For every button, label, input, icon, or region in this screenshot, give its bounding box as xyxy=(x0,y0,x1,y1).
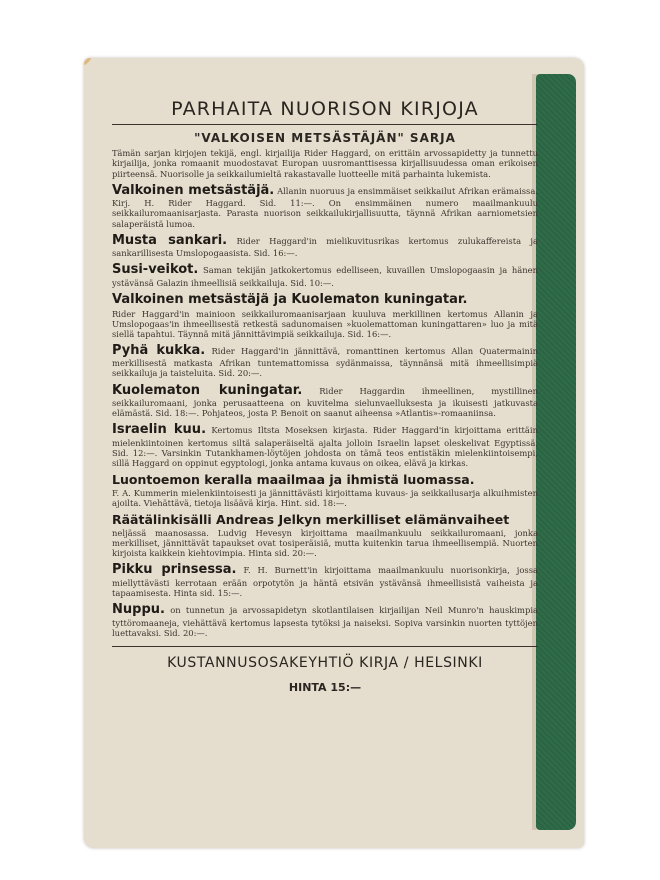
green-cloth-spine xyxy=(536,74,576,830)
book-entry xyxy=(112,343,538,379)
book-description: neljässä maanosassa. Ludvig Hevesyn kirjoittama maailmankuulu seikkailuromaani, jonka merkilliset, jännittävät tapaukset ovat tosiperäisiä, mutta kuitenkin tarua ihmeellisempiä. Nuorten kirjoista kaikkein kiehtovimpia. Hinta sid. 20:—. xyxy=(112,528,538,559)
book-entry xyxy=(112,602,538,638)
book-description: F. A. Kummerin mielenkiintoisesti ja jännittävästi kirjoittama kuvaus- ja seikkailusarja alkuihmisten ajoilta. Viehättävä, tietoja lisäävä kirja. Hint. sid. 18:—. xyxy=(112,488,538,509)
book-title: Valkoinen metsästäjä. xyxy=(112,182,275,198)
series-intro: Tämän sarjan kirjojen tekijä, engl. kirjailija Rider Haggard, on erittäin arvossapidetty ja tunnettu kirjailija, jonka romaanit muodostavat Europan uusromanttisessa kirjallisuudessa oman erikoisen piirteensä. Nuorisolle ja seikkailumieltä rakastavalle luotteelle mitä parhainta lukemista. xyxy=(112,148,538,179)
header xyxy=(112,98,538,125)
worn-corner xyxy=(84,58,118,92)
price-label: HINTA 15:— xyxy=(288,680,362,694)
book-title: Kuolematon kuningatar. xyxy=(112,382,303,398)
main-title: PARHAITA NUORISON KIRJOJA xyxy=(171,98,479,120)
book-title: Nuppu. xyxy=(112,602,165,618)
book-description: Saman tekijän jatkokertomus edelliseen, kuvaillen Umslopogaasin ja hänen ystävänsä Galazin ihmeellisiä seikkailuja. Sid. 10:—. xyxy=(112,265,538,288)
book-description: F. H. Burnett'in kirjoittama maailmankuulu nuorisonkirja, jossa miellyttävästi kerrotaan erään orpotytön ja häntä etsivän ystävänsä ihmeellisistä vaiheista ja tapaamisesta. Hinta sid. 15:—. xyxy=(112,565,538,599)
book-title: Luontoemon keralla maailmaa ja ihmistä luomassa. xyxy=(112,472,475,488)
book-entry xyxy=(112,233,538,259)
book-title: Räätälinkisälli Andreas Jelkyn merkilliset elämänvaiheet xyxy=(112,512,510,528)
book-entry xyxy=(112,183,538,229)
book-entry xyxy=(112,262,538,288)
book-title: Susi-veikot. xyxy=(112,262,199,278)
series-title: "VALKOISEN METSÄSTÄJÄN" SARJA xyxy=(194,131,456,145)
book-description: Rider Haggardin ihmeellinen, mystillinen seikkailuromaani, jonka perusaatteena on kuvitelma sielunvaelluksesta ja ikuisesti jatkuvasta elämästä. Sid. 18:—. Pohjateos, josta P. Benoit on saanut aiheensa »Atlantis»-romaaniinsa. xyxy=(112,385,538,419)
book-back-cover xyxy=(84,58,584,848)
book-entry xyxy=(112,292,538,339)
book-entry xyxy=(112,422,538,468)
book-title: Pikku prinsessa. xyxy=(112,562,237,578)
book-title: Israelin kuu. xyxy=(112,422,207,438)
book-title: Valkoinen metsästäjä ja Kuolematon kuningatar. xyxy=(112,291,468,307)
book-entry xyxy=(112,472,538,508)
book-entry xyxy=(112,562,538,598)
book-title: Musta sankari. xyxy=(112,232,228,248)
book-description: Rider Haggard'in jännittävä, romanttinen kertomus Allan Quatermainin merkillisestä matkasta Afrikan tuntemattomissa sydänmaissa, täynnänsä mitä ihmeellisimpiä seikkailuja ja taisteluita. Sid. 20:—. xyxy=(112,345,538,379)
book-list xyxy=(112,183,538,638)
book-description: Rider Haggard'in mainioon seikkailuromaanisarjaan kuuluva merkillinen kertomus Allanin ja Umslopogaas'in ihmeellisestä retkestä sadunomaisen »kuolemattoman kuningattaren» luo ja mitä siellä tapahtui. Täynnä mitä jännittävimpiä seikkailuja. Sid. 16:—. xyxy=(112,308,538,339)
book-description: Rider Haggard'in mielikuvitusrikas kertomus zulukaffereista ja sankarillisesta Umslopogaasista. Sid. 16:—. xyxy=(112,235,538,259)
book-title: Pyhä kukka. xyxy=(112,342,206,358)
publisher-line: KUSTANNUSOSAKEYHTIÖ KIRJA / HELSINKI xyxy=(167,654,483,671)
book-description: on tunnetun ja arvossapidetyn skotlantilaisen kirjailijan Neil Munro'n hauskimpia tyttöromaaneja, viehättävä kertomus lapsesta tytöksi ja naiseksi. Sopiva varsinkin nuorten tyttöjen luettavaksi. Sid. 20:—. xyxy=(112,605,538,638)
divider xyxy=(112,646,538,647)
book-entry xyxy=(112,512,538,558)
cover-text-area xyxy=(112,88,538,694)
book-description: Allanin nuoruus ja ensimmäiset seikkailut Afrikan erämaissa. Kirj. H. Rider Haggard. Sid. 11:—. On ensimmäinen numero maailmankuulu seikkailuromaanisarjasta. Parasta nuorison seikkailukirjallisuutta, täynnä Afrikan aarniometsien salaperäistä lumoa. xyxy=(112,185,538,229)
book-description: Kertomus Iltsta Moseksen kirjasta. Rider Haggard'in kirjoittama erittäin mielenkiintoinen kertomus siltä salaperäiseltä ajalta jolloin Israelin lapset oleskelivat Egyptissä. Sid. 12:—. Varsinkin Tutankhamen-löytöjen johdosta on tämä teos entistäkin mielenkiintoisempi, sillä Haggard on oppinut egyptologi, jonka antama kuvaus on oikea, elävä ja kirkas. xyxy=(112,425,538,468)
book-entry xyxy=(112,383,538,419)
